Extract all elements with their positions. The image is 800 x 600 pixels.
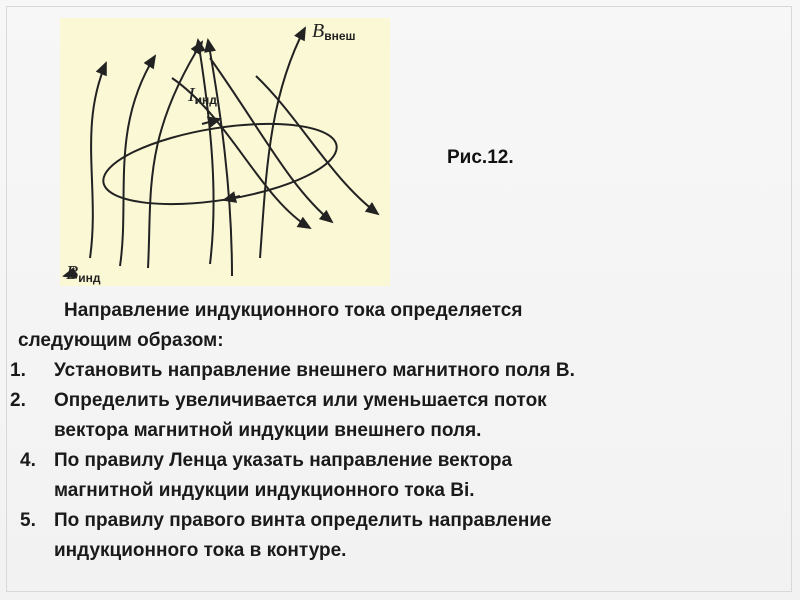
step-text-cont: вектора магнитной индукции внешнего поля. <box>54 420 482 441</box>
field-line <box>256 76 378 214</box>
step-number: 4. <box>20 450 36 471</box>
step-item-2 <box>10 386 790 446</box>
intro-line-2: следующим образом: <box>18 330 224 351</box>
field-lines-diagram <box>60 18 390 286</box>
intro-line-1: Направление индукционного тока определяется <box>64 300 523 321</box>
step-text: По правилу Ленца указать направление вектора <box>54 450 513 471</box>
field-line <box>90 63 106 258</box>
step-text-cont: индукционного тока в контуре. <box>54 540 347 561</box>
step-number: 5. <box>20 510 36 531</box>
instruction-text <box>10 296 790 566</box>
label-b-external: $B_{внеш}$ <box>312 20 356 43</box>
step-item-5 <box>10 506 790 566</box>
step-text: Установить направление внешнего магнитного поля В. <box>54 360 575 381</box>
step-number: 1. <box>10 360 26 381</box>
label-b-induced: $B_{инд}$ <box>66 262 101 285</box>
step-number: 2. <box>10 390 26 411</box>
field-line <box>198 40 214 264</box>
step-text: По правилу правого винта определить направление <box>54 510 552 531</box>
step-item-1 <box>10 356 790 386</box>
label-i-induced: $I_{инд}$ <box>188 84 217 107</box>
figure-caption: Рис.12. <box>447 147 514 168</box>
step-text-cont: магнитной индукции индукционного тока Вi. <box>54 480 475 501</box>
step-text: Определить увеличивается или уменьшается поток <box>54 390 547 411</box>
induction-figure <box>60 18 390 286</box>
field-line <box>148 42 202 268</box>
step-item-4 <box>10 446 790 506</box>
